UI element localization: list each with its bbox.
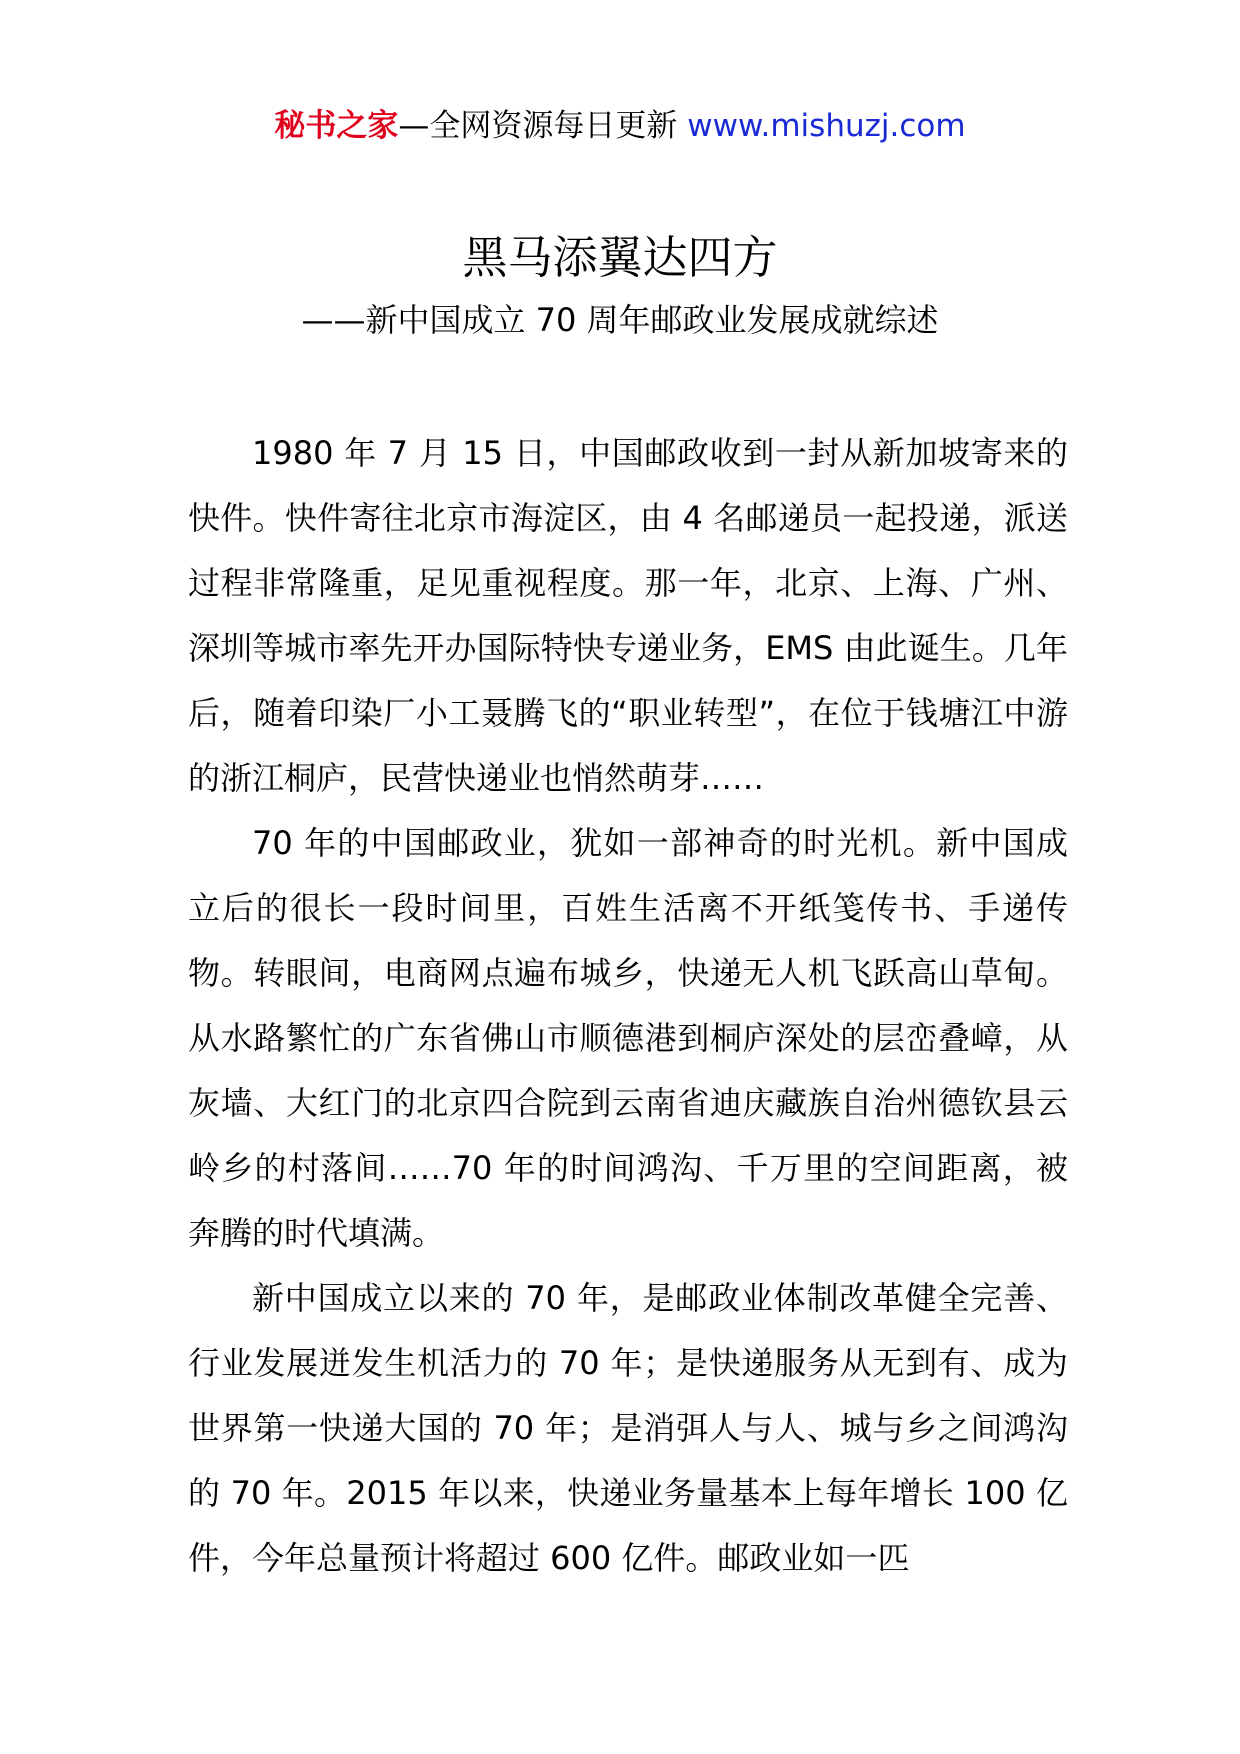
site-header xyxy=(0,104,1240,148)
article-title: 黑马添翼达四方 xyxy=(462,231,778,284)
paragraph: 新中国成立以来的 70 年，是邮政业体制改革健全完善、行业发展迸发生机活力的 70 年；是快递服务从无到有、成为世界第一快递大国的 70 年；是消弭人与人、城与乡之间鸿沟的 70 年。2015 年以来，快递业务量基本上每年增长 100 亿件，今年总量预计将超过 600 亿件。邮政业如一匹 xyxy=(188,1279,1068,1577)
site-url-link[interactable]: www.mishuzj.com xyxy=(687,108,966,144)
article-subtitle: ——新中国成立 70 周年邮政业发展成就综述 xyxy=(301,301,939,339)
paragraph: 70 年的中国邮政业，犹如一部神奇的时光机。新中国成立后的很长一段时间里，百姓生活离不开纸笺传书、手递传物。转眼间，电商网点遍布城乡，快递无人机飞跃高山草甸。从水路繁忙的广东省佛山市顺德港到桐庐深处的层峦叠嶂，从灰墙、大红门的北京四合院到云南省迪庆藏族自治州德钦县云岭乡的村落间……70 年的时间鸿沟、千万里的空间距离，被奔腾的时代填满。 xyxy=(188,824,1068,1252)
site-tagline: —全网资源每日更新 xyxy=(398,108,688,144)
site-brand: 秘书之家 xyxy=(274,108,399,144)
paragraph: 1980 年 7 月 15 日，中国邮政收到一封从新加坡寄来的快件。快件寄往北京市海淀区，由 4 名邮递员一起投递，派送过程非常隆重，足见重视程度。那一年，北京、上海、广州、深圳等城市率先开办国际特快专递业务，EMS 由此诞生。几年后，随着印染厂小工聂腾飞的“职业转型”，在位于钱塘江中游的浙江桐庐，民营快递业也悄然萌芽…… xyxy=(188,434,1068,797)
article-body xyxy=(188,421,1068,1591)
